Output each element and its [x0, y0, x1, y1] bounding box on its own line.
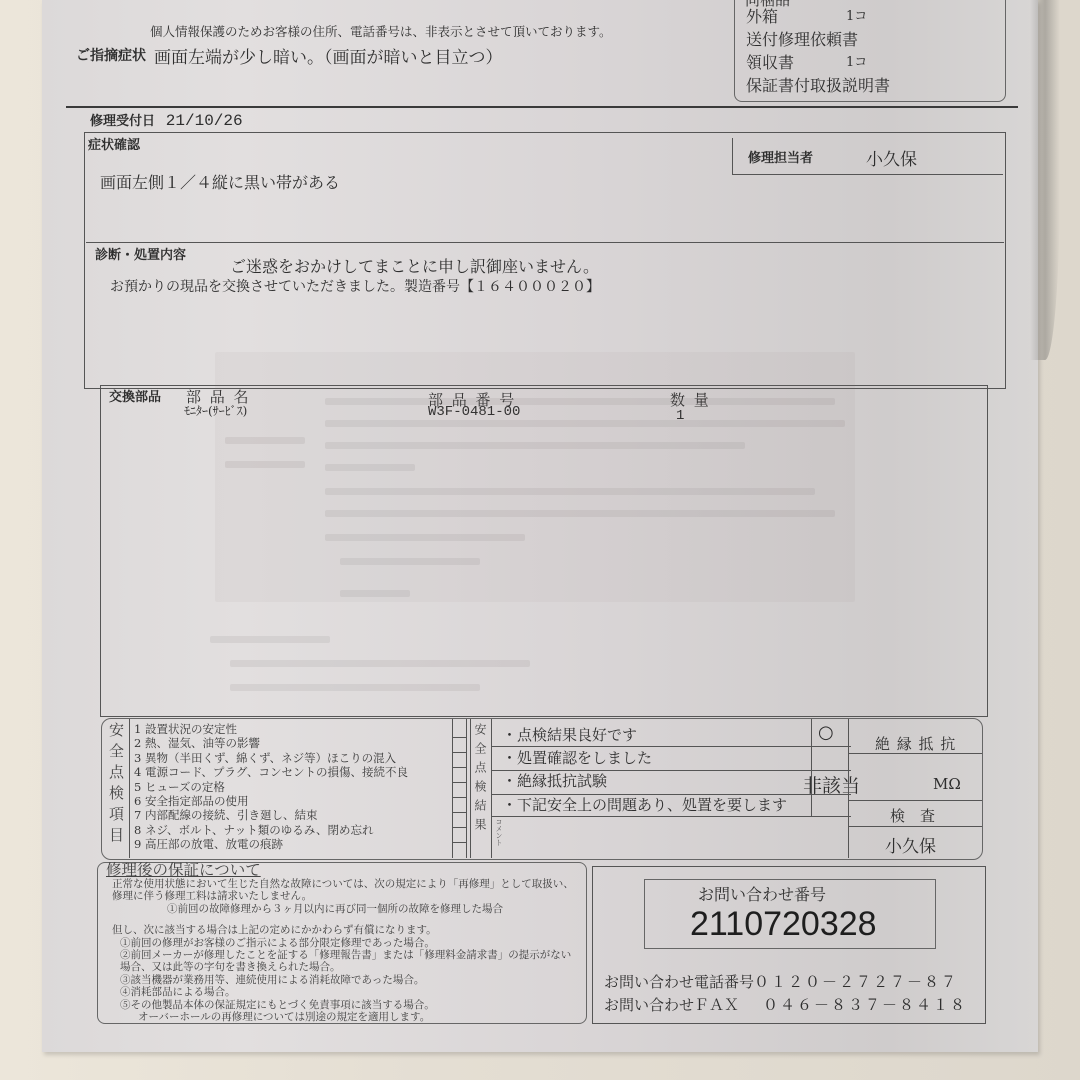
safety-item: 1 設置状況の安定性	[134, 722, 237, 736]
inquiry-fax: ０４６－８３７－８４１８	[763, 996, 968, 1014]
safety-results-label: 安全点検結果	[473, 723, 487, 837]
safety-item: 3 異物（半田くず、綿くず、ネジ等）ほこりの混入	[134, 750, 397, 765]
safety-items-label: 安全点検項目	[107, 722, 125, 848]
part-number: W3F-0481-00	[428, 404, 521, 420]
included-items-list	[746, 5, 890, 97]
result-insulation-test: ・絶縁抵抗試験	[502, 772, 608, 790]
mark-column-left	[811, 719, 812, 816]
parts-col-qty: 数 量	[670, 391, 711, 409]
safety-item: 2 熱、湿気、油等の影響	[134, 736, 260, 751]
parts-col-number: 部 品 番 号	[428, 391, 517, 409]
included-item: 領収書 1コ	[746, 53, 868, 72]
warranty-overhaul-note: オーバーホールの再修理については別途の規定を適用します。	[138, 1011, 431, 1024]
inquiry-number-label: お問い合わせ番号	[698, 885, 827, 904]
header-divider	[66, 106, 1018, 108]
reception-date-row	[90, 110, 243, 130]
row-divider	[848, 800, 982, 801]
warranty-title: 修理後の保証について	[106, 861, 261, 879]
safety-item: 5 ヒューズの定格	[134, 779, 225, 794]
reception-date-label: 修理受付日	[90, 114, 156, 129]
insulation-column-left	[848, 719, 849, 858]
warranty-condition: ①前回の故障修理から３ヶ月以内に再び同一個所の故障を修理した場合	[167, 902, 503, 915]
warranty-exception: ④消耗部品による場合。	[120, 986, 236, 999]
result-problem-found: ・下記安全上の問題あり、処置を要します	[502, 796, 788, 814]
inspection-label: 検 査	[890, 807, 936, 825]
included-item: 外箱 1コ	[746, 7, 868, 26]
result-good: ・点検結果良好です	[502, 726, 638, 744]
symptom-label: ご指摘症状	[76, 48, 146, 64]
warranty-exception: ①前回の修理がお客様のご指示による部分限定修理であった場合。	[120, 936, 435, 949]
parts-col-name: 部 品 名	[186, 388, 251, 406]
inspector-name: 小久保	[885, 837, 936, 857]
paper-curl-shadow	[1030, 0, 1060, 360]
symptom-check-label: 症状確認	[88, 138, 141, 153]
diagnosis-apology: ご迷惑をおかけしてまことに申し訳御座いません。	[230, 257, 599, 276]
reception-date: 21/10/26	[165, 112, 243, 130]
technician-name: 小久保	[866, 150, 917, 170]
row-divider	[848, 753, 982, 754]
warranty-intro: 正常な使用状態において生じた自然な故障については、次の規定により「再修理」として取扱い、修理に伴う修理工料は請求いたしません。	[112, 878, 574, 903]
diagnosis-label: 診断・処置内容	[95, 248, 187, 263]
safety-item: 9 高圧部の放電、放電の痕跡	[134, 837, 283, 852]
reported-symptom: 画面左端が少し暗い。（画面が暗いと目立つ）	[154, 48, 503, 68]
diagnosis-divider	[86, 242, 1004, 243]
safety-item: 7 内部配線の接続、引き廻し、結束	[134, 808, 318, 823]
inquiry-phone-row	[604, 971, 958, 992]
part-name: ﾓﾆﾀｰ(ｻｰﾋﾞｽ)	[184, 404, 248, 418]
inquiry-phone-label: お問い合わせ電話番号	[604, 973, 755, 991]
safety-items-divider	[129, 719, 130, 858]
safety-item: 4 電源コード、プラグ、コンセントの損傷、接続不良	[134, 765, 408, 780]
comment-label: コメント	[495, 818, 503, 846]
row-divider	[491, 816, 851, 817]
not-applicable-mark: 非該当	[803, 775, 861, 797]
good-mark-circle: ○	[818, 722, 834, 743]
safety-item: 8 ネジ、ボルト、ナット類のゆるみ、閉め忘れ	[134, 822, 374, 837]
technician-label: 修理担当者	[748, 151, 814, 166]
confirmed-symptom: 画面左側１／４縦に黒い帯がある	[100, 173, 341, 192]
inquiry-phone: ０１２０－２７２７－８７	[754, 973, 959, 991]
result-treatment-confirmed: ・処置確認をしました	[502, 749, 653, 767]
included-item: 保証書付取扱説明書	[746, 76, 891, 95]
diagnosis-action: お預かりの現品を交換させていただきました。製造番号【１６４０００２０】	[110, 279, 600, 295]
row-divider	[848, 826, 982, 827]
privacy-notice: 個人情報保護のためお客様の住所、電話番号は、非表示とさせて頂いております。	[150, 24, 612, 39]
inquiry-fax-label: お問い合わせＦＡＸ	[604, 996, 740, 1014]
included-item: 送付修理依頼書	[746, 30, 859, 49]
part-qty: 1	[676, 408, 685, 424]
safety-items-list	[134, 722, 408, 852]
parts-label: 交換部品	[109, 390, 162, 405]
insulation-label: 絶 縁 抵 抗	[875, 735, 957, 753]
results-label-divider	[491, 719, 492, 858]
warranty-body	[112, 878, 574, 1023]
insulation-unit: MΩ	[933, 775, 961, 793]
warranty-exception: ⑤その他製品本体の保証規定にもとづく免責事項に該当する場合。	[120, 998, 435, 1011]
inquiry-fax-row	[604, 994, 967, 1015]
warranty-exception: ③該当機器が業務用等、連続使用による消耗故障であった場合。	[120, 973, 425, 986]
inquiry-number: 2110720328	[690, 905, 877, 943]
results-left-border	[470, 719, 471, 858]
warranty-exception: ②前回メーカーが修理したことを証する「修理報告書」または「修理料金請求書」の提示がない場合、又は此等の字句を書き換えられた場合。	[120, 949, 572, 974]
warranty-exception-intro: 但し、次に該当する場合は上記の定めにかかわらず有償になります。	[112, 924, 437, 937]
safety-item: 6 安全指定部品の使用	[134, 794, 249, 809]
